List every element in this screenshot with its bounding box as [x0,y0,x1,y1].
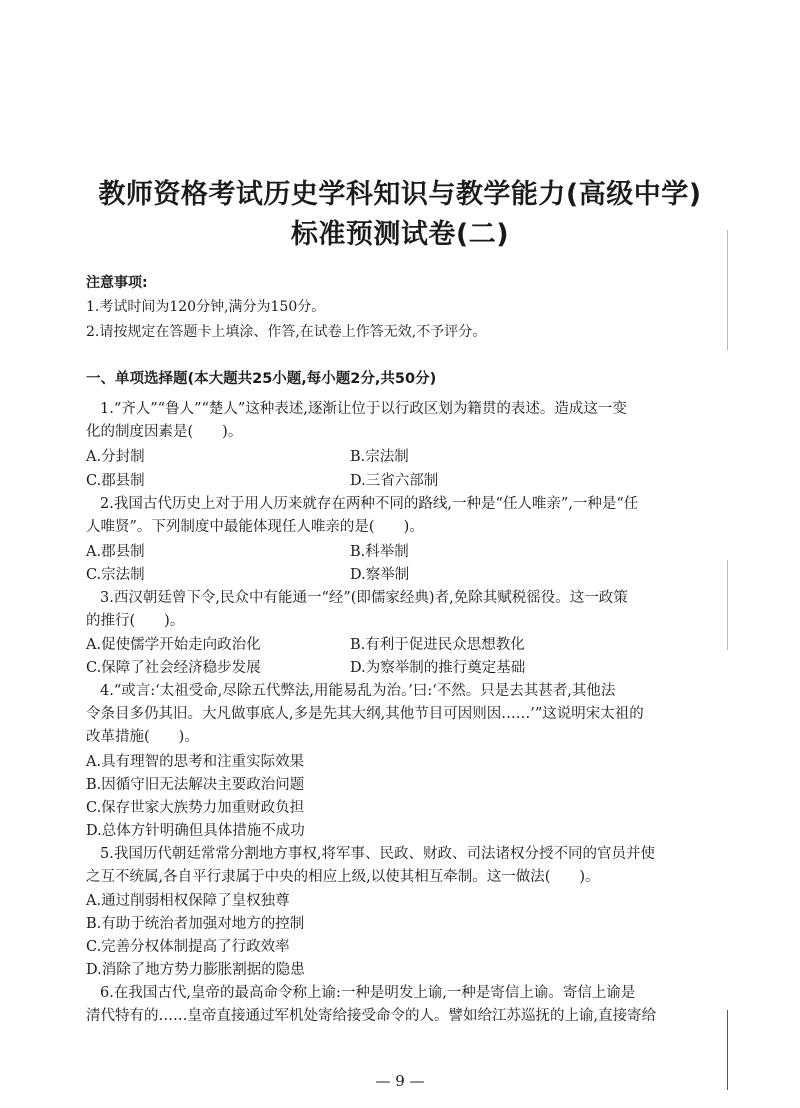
question-text-line: 人唯贤”。下列制度中最能体现任人唯亲的是( )。 [86,519,424,535]
question-text-line: 4.“或言:‘太祖受命,尽除五代弊法,用能易乱为治。’曰:‘不然。只是去其甚者,其他法 [100,683,616,699]
question-1 [86,398,664,444]
option-d: D.三省六部制 [350,473,439,489]
exam-title-line1: 教师资格考试历史学科知识与教学能力(高级中学) [98,179,702,210]
question-text-line: 之互不统属,各自平行隶属于中央的相应上级,以使其相互牵制。这一做法( )。 [86,869,600,885]
option-c: C.完善分权体制提高了行政效率 [86,939,290,955]
option-d: D.为察举制的推行奠定基础 [350,660,526,676]
question-5 [86,843,664,889]
option-a: A.郡县制 [86,544,145,560]
option-c: C.郡县制 [86,473,145,489]
question-text-line: 2.我国古代历史上对于用人历来就存在两种不同的路线,一种是“任人唯亲”,一种是“任 [100,496,639,512]
question-text-line: 5.我国历代朝廷常常分割地方事权,将军事、民政、财政、司法诸权分授不同的官员并使 [100,846,655,862]
question-6 [86,982,664,1028]
option-b: B.科举制 [350,544,409,560]
scan-edge-line [727,230,728,350]
option-c: C.保障了社会经济稳步发展 [86,660,261,676]
question-text-line: 3.西汉朝廷曾下令,民众中有能通一“经”(即儒家经典)者,免除其赋税徭役。这一政策 [100,590,628,606]
option-a: A.分封制 [86,449,145,465]
question-4 [86,680,664,749]
question-text-line: 1.“齐人”“鲁人”“楚人”这种表述,逐渐让位于以行政区划为籍贯的表述。造成这一变 [100,401,627,417]
question-text-line: 的推行( )。 [86,613,185,629]
option-b: B.因循守旧无法解决主要政治问题 [86,777,305,793]
option-a: A.通过削弱相权保障了皇权独尊 [86,893,290,909]
note-item: 1.考试时间为120分钟,满分为150分。 [86,299,326,315]
option-d: D.消除了地方势力膨胀割据的隐患 [86,962,305,978]
question-text-line: 改革措施( )。 [86,729,199,745]
note-item: 2.请按规定在答题卡上填涂、作答,在试卷上作答无效,不予评分。 [86,324,487,340]
option-a: A.具有理智的思考和注重实际效果 [86,754,305,770]
option-c: C.保存世家大族势力加重财政负担 [86,800,305,816]
option-b: B.有助于统治者加强对地方的控制 [86,916,305,932]
exam-title-line2: 标准预测试卷(二) [290,219,510,250]
question-2 [86,493,664,539]
notes-heading: 注意事项: [86,275,148,291]
scan-edge-line [727,1010,728,1090]
question-3 [86,587,664,633]
question-text-line: 化的制度因素是( )。 [86,424,243,440]
question-text-line: 6.在我国古代,皇帝的最高命令称上谕:一种是明发上谕,一种是寄信上谕。寄信上谕是 [100,985,636,1001]
question-text-line: 令条目多仍其旧。大凡做事底人,多是先其大纲,其他节目可因则因……’”这说明宋太祖的 [86,706,644,722]
scan-edge-line [727,560,728,650]
option-d: D.察举制 [350,567,410,583]
option-c: C.宗法制 [86,567,145,583]
section-heading: 一、单项选择题(本大题共25小题,每小题2分,共50分) [86,371,437,387]
question-text-line: 清代特有的……皇帝直接通过军机处寄给接受命令的人。譬如给江苏巡抚的上谕,直接寄给 [86,1008,657,1024]
option-a: A.促使儒学开始走向政治化 [86,637,261,653]
option-d: D.总体方针明确但具体措施不成功 [86,823,305,839]
option-b: B.有利于促进民众思想教化 [350,637,525,653]
page-number: — 9 — [375,1072,425,1090]
option-b: B.宗法制 [350,449,409,465]
